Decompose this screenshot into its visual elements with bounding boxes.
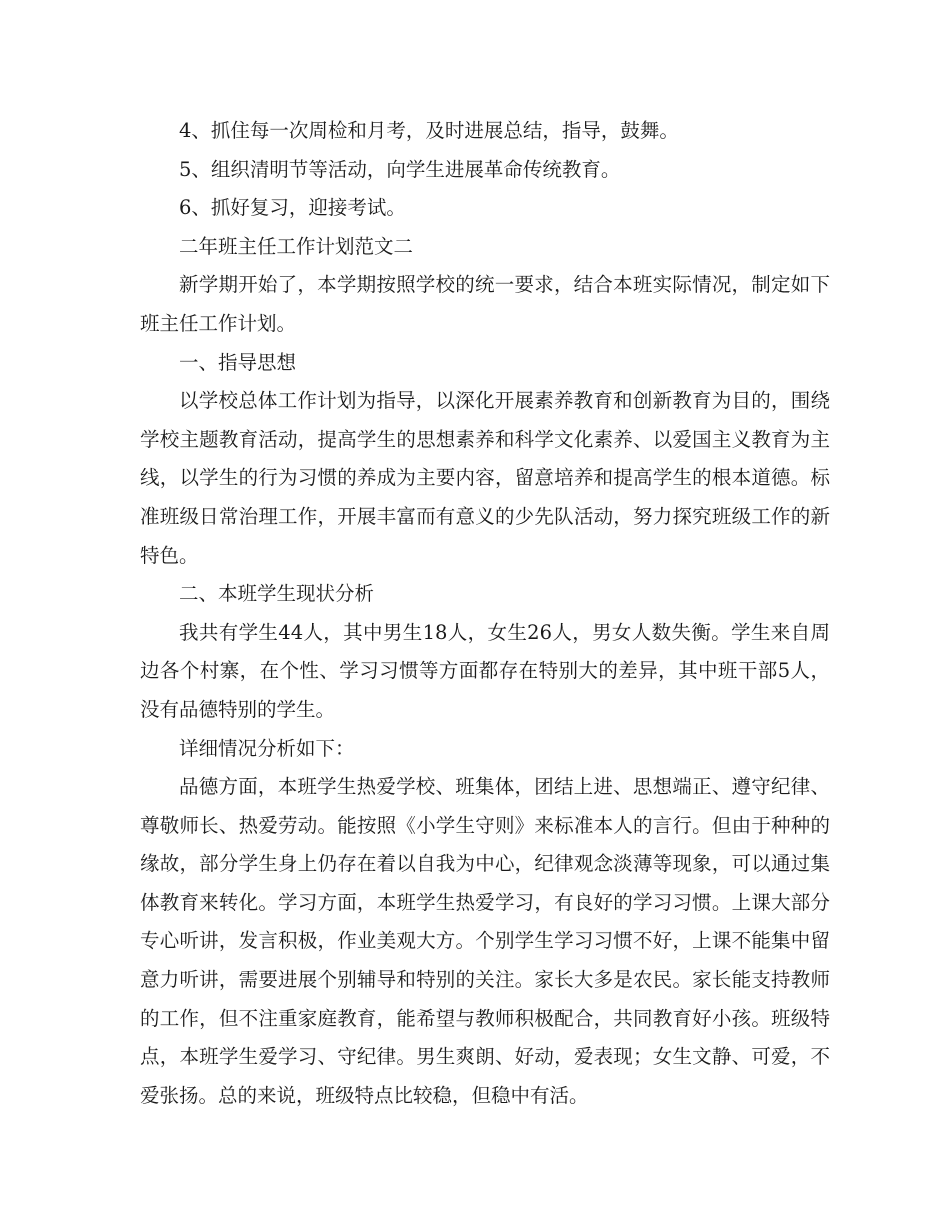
details-paragraph: 品德方面，本班学生热爱学校、班集体，团结上进、思想端正、遵守纪律、尊敬师长、热爱劳动。能按照《小学生守则》来标准本人的言行。但由于种种的缘故，部分学生身上仍存在着以自我为中心，纪律观念淡薄等现象，可以通过集体教育来转化。学习方面，本班学生热爱学习，有良好的学习习惯。上课大部分专心听讲，发言积极，作业美观大方。个别学生学习习惯不好，上课不能集中留意力听讲，需要进展个别辅导和特别的关注。家长大多是农民。家长能支持教师的工作，但不注重家庭教育，能希望与教师积极配合，共同教育好小孩。班级特点，本班学生爱学习、守纪律。男生爽朗、好动，爱表现；女生文静、可爱，不爱张扬。总的来说，班级特点比较稳，但稳中有活。 [140, 775, 830, 1107]
heading-guiding-ideology: 一、指导思想 [179, 350, 297, 374]
list-item-5: 5、组织清明节等活动，向学生进展革命传统教育。 [179, 157, 621, 181]
guiding-ideology-paragraph: 以学校总体工作计划为指导，以深化开展素养教育和创新教育为目的，围绕学校主题教育活动，提高学生的思想素养和科学文化素养、以爱国主义教育为主线，以学生的行为习惯的养成为主要内容，留意培养和提高学生的根本道德。标准班级日常治理工作，开展丰富而有意义的少先队活动，努力探究班级工作的新特色。 [140, 389, 830, 567]
details-lead-in: 详细情况分析如下： [179, 736, 355, 760]
section-title: 二年班主任工作计划范文二 [179, 234, 414, 258]
class-analysis-paragraph: 我共有学生44人，其中男生18人，女生26人，男女人数失衡。学生来自周边各个村寨，在个性、学习习惯等方面都存在特别大的差异，其中班干部5人，没有品德特别的学生。 [140, 620, 830, 721]
list-item-4: 4、抓住每一次周检和月考，及时进展总结，指导，鼓舞。 [179, 119, 679, 142]
document-body [140, 112, 830, 1115]
list-item-6: 6、抓好复习，迎接考试。 [179, 196, 406, 220]
heading-class-analysis: 二、本班学生现状分析 [179, 582, 375, 606]
intro-paragraph: 新学期开始了，本学期按照学校的统一要求，结合本班实际情况，制定如下班主任工作计划。 [140, 273, 830, 335]
